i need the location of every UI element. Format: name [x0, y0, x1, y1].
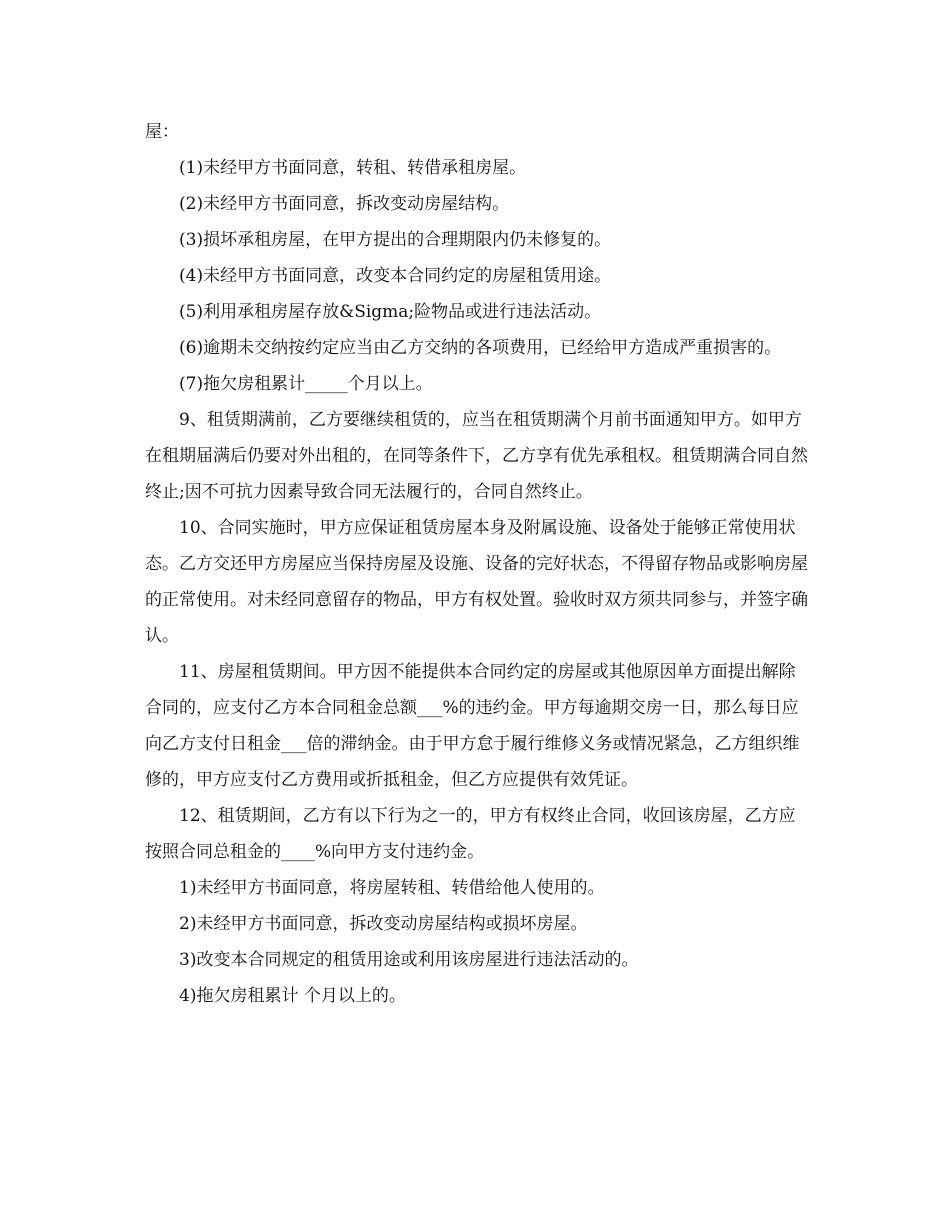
clause-item-1: (1)未经甲方书面同意，转租、转借承租房屋。 — [179, 158, 527, 178]
clause-item-4: (4)未经甲方书面同意，改变本合同约定的房屋租赁用途。 — [179, 266, 612, 286]
document-body — [145, 114, 810, 1014]
section-12-item-4: 4)拖欠房租累计 个月以上的。 — [179, 986, 406, 1006]
section-12-item-1: 1)未经甲方书面同意，将房屋转租、转借给他人使用的。 — [179, 878, 605, 898]
clause-item-7: (7)拖欠房租累计_____个月以上。 — [179, 374, 433, 394]
section-12-item-2: 2)未经甲方书面同意，拆改变动房屋结构或损坏房屋。 — [179, 914, 588, 934]
section-12: 12、租赁期间，乙方有以下行为之一的，甲方有权终止合同，收回该房屋，乙方应按照合同总租金的____%向甲方支付违约金。 — [145, 806, 796, 862]
section-10: 10、合同实施时，甲方应保证租赁房屋本身及附属设施、设备处于能够正常使用状态。乙方交还甲方房屋应当保持房屋及设施、设备的完好状态，不得留存物品或影响房屋的正常使用。对未经同意留存的物品，甲方有权处置。验收时双方须共同参与，并签字确认。 — [145, 518, 808, 646]
clause-item-3: (3)损坏承租房屋，在甲方提出的合理期限内仍未修复的。 — [179, 230, 612, 250]
section-9: 9、租赁期满前，乙方要继续租赁的，应当在租赁期满个月前书面通知甲方。如甲方在租期届满后仍要对外出租的，在同等条件下，乙方享有优先承租权。租赁期满合同自然终止;因不可抗力因素导致合同无法履行的，合同自然终止。 — [145, 410, 808, 502]
clause-item-6: (6)逾期未交纳按约定应当由乙方交纳的各项费用，已经给甲方造成严重损害的。 — [179, 338, 782, 358]
clause-item-2: (2)未经甲方书面同意，拆改变动房屋结构。 — [179, 194, 510, 214]
paragraph-intro: 屋： — [145, 122, 179, 142]
section-12-item-3: 3)改变本合同规定的租赁用途或利用该房屋进行违法活动的。 — [179, 950, 639, 970]
clause-item-5: (5)利用承租房屋存放&Sigma;险物品或进行违法活动。 — [179, 302, 602, 322]
section-11: 11、房屋租赁期间。甲方因不能提供本合同约定的房屋或其他原因单方面提出解除合同的，应支付乙方本合同租金总额___%的违约金。甲方每逾期交房一日，那么每日应向乙方支付日租金___倍的滞纳金。由于甲方怠于履行维修义务或情况紧急，乙方组织维修的，甲方应支付乙方费用或折抵租金，但乙方应提供有效凭证。 — [145, 662, 800, 790]
